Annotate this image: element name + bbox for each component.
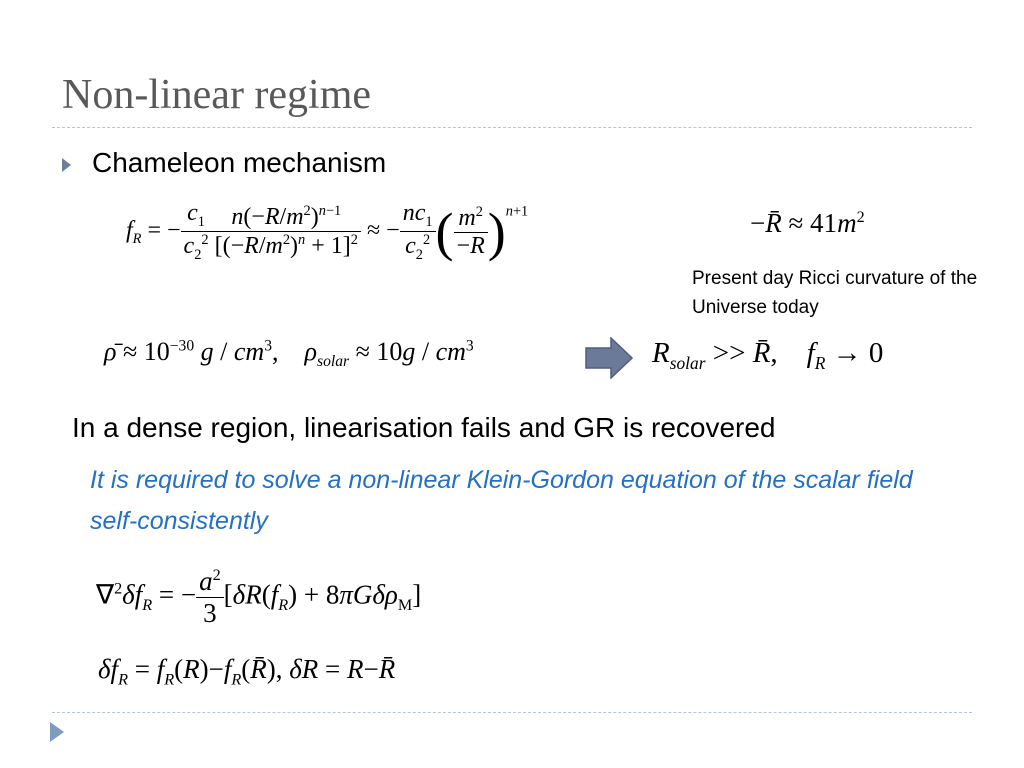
equation-density: ρ̄ ≈ $10^{-30}$ g / $cm^3$, $\rho_{solar} \approx 10g / cm^3$ [104, 337, 474, 371]
klein-gordon-note: It is required to solve a non-linear Klein-Gordon equation of the scalar field self-consistently [90, 466, 913, 535]
right-arrow-icon [585, 337, 633, 379]
ricci-curvature-note: Present day Ricci curvature of the Universe today [692, 268, 978, 318]
footer-divider [52, 712, 972, 713]
play-icon[interactable] [50, 722, 64, 742]
equation-result: $R_{solar}$ >> R̄, $f_R \to 0$ [652, 337, 884, 373]
slide-title: Non-linear regime [62, 72, 372, 118]
statement-dense-region: In a dense region, linearisation fails and GR is recovered [72, 412, 776, 443]
equation-ricci: −R̄ ≈ $41m^2$ [750, 208, 865, 238]
triangle-bullet-icon [62, 158, 71, 172]
equation-klein-gordon: $\nabla^2\delta f_R$ = − $\frac{a^2}{3}$ $[\delta R(f_R) + 8\pi G\delta\rho_M]$ [96, 566, 422, 628]
equation-fR: $f_R$ = − $\frac{c_1}{c_2^2}$ $\frac{n(-R/m^2)^{n-1}}{[(-R/m^2)^n + 1]^2}$ ≈ − $\frac{nc_1}{c_2^2}$ ( $\frac{m^2}{-R}$ )$^{n+1}$ [126, 200, 529, 263]
bullet-chameleon: Chameleon mechanism [92, 147, 387, 178]
equation-perturbations: $\delta f_R$ = $f_R(R)-f_R(R̄)$, δR = R−R̄ [98, 654, 396, 689]
title-divider [52, 127, 972, 128]
